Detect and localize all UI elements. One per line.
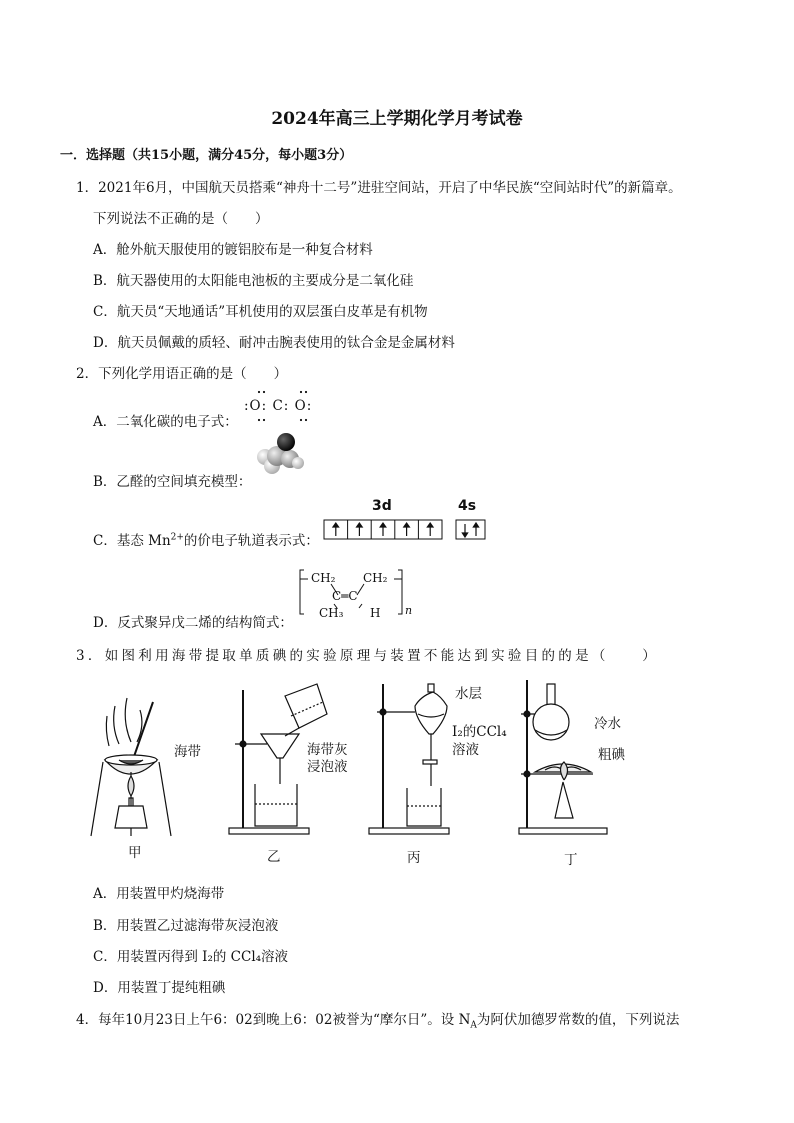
label-bing: 丙 <box>407 850 421 866</box>
q1-option-a: A．舱外航天服使用的镀铝胶布是一种复合材料 <box>93 242 373 258</box>
q2-option-c-post: 的价电子轨道表示式： <box>183 533 319 549</box>
label-i2-ccl4-line2: 溶液 <box>452 742 479 758</box>
q4-stem-pre: 4．每年10月23日上午6：02到晚上6：02被誉为“摩尔日”。设 N <box>76 1012 471 1028</box>
acetaldehyde-space-filling-model <box>256 430 306 478</box>
label-water-layer: 水层 <box>455 686 482 702</box>
page-title: 2024年高三上学期化学月考试卷 <box>271 109 523 129</box>
orbital-3d-label: 3d <box>372 498 392 514</box>
struct-c-double-bond-c: C═C <box>332 589 358 603</box>
q4-stem-post: 为阿伏加德罗常数的值，下列说法 <box>476 1012 680 1028</box>
q1-option-d: D．航天员佩戴的质轻、耐冲击腕表使用的钛合金是金属材料 <box>93 335 455 351</box>
q1-stem-line2: 下列说法不正确的是（ ） <box>93 211 269 227</box>
label-i2-ccl4-line1: I₂的CCl₄ <box>452 724 507 740</box>
q3-stem: 3．如图利用海带提取单质碘的实验原理与装置不能达到实验目的的是（ ） <box>76 648 660 664</box>
orbital-4s-label: 4s <box>458 498 477 514</box>
label-cold-water: 冷水 <box>594 716 621 732</box>
q2-option-b: B．乙醛的空间填充模型： <box>93 474 252 490</box>
q2-stem: 2．下列化学用语正确的是（ ） <box>76 366 288 382</box>
struct-ch2-right: CH₂ <box>363 571 388 585</box>
q4-stem-sub: A <box>470 1020 477 1031</box>
q2-option-c <box>93 529 319 549</box>
q1-option-b: B．航天器使用的太阳能电池板的主要成分是二氧化硅 <box>93 273 414 289</box>
struct-n-subscript: n <box>405 604 413 617</box>
co2-lone-pair-dots <box>244 388 324 424</box>
q1-option-c: C．航天员“天地通话”耳机使用的双层蛋白皮革是有机物 <box>93 304 428 320</box>
label-ash-line2: 浸泡液 <box>307 759 348 775</box>
label-crude-iodine: 粗碘 <box>598 747 625 763</box>
q2-option-c-pre: C．基态 Mn <box>93 533 171 549</box>
q3-option-d: D．用装置丁提纯粗碘 <box>93 980 226 996</box>
section-heading: 一．选择题（共15小题，满分45分，每小题3分） <box>60 148 353 163</box>
apparatus-ding-sublimation <box>519 680 607 834</box>
q3-apparatus-figure <box>85 676 625 846</box>
label-yi: 乙 <box>267 849 281 865</box>
q2-option-d: D．反式聚异戊二烯的结构简式： <box>93 615 293 631</box>
label-ash-line1: 海带灰 <box>307 742 348 758</box>
q3-option-c: C．用装置丙得到 I₂的 CCl₄溶液 <box>93 949 289 965</box>
struct-h: H <box>370 606 381 620</box>
struct-ch2-left: CH₂ <box>311 571 336 585</box>
co2-electron-formula: :O: C: O: <box>244 398 313 414</box>
apparatus-jia-crucible <box>91 698 171 836</box>
mn-charge: 2+ <box>170 532 184 543</box>
q3-option-b: B．用装置乙过滤海带灰浸泡液 <box>93 918 279 934</box>
q4-stem <box>76 1008 679 1031</box>
struct-ch3: CH₃ <box>319 606 344 620</box>
label-jia: 甲 <box>128 845 142 861</box>
q2-option-a: A．二氧化碳的电子式： <box>93 414 238 430</box>
label-ding: 丁 <box>564 852 578 868</box>
apparatus-bing-separatory-funnel <box>369 684 449 834</box>
label-seaweed: 海带 <box>174 744 201 760</box>
q1-stem-line1: 1．2021年6月，中国航天员搭乘“神舟十二号”进驻空间站，开启了中华民族“空间站时代”的新篇章。 <box>76 180 682 196</box>
mn-orbital-diagram <box>323 518 488 542</box>
q3-option-a: A．用装置甲灼烧海带 <box>93 886 225 902</box>
